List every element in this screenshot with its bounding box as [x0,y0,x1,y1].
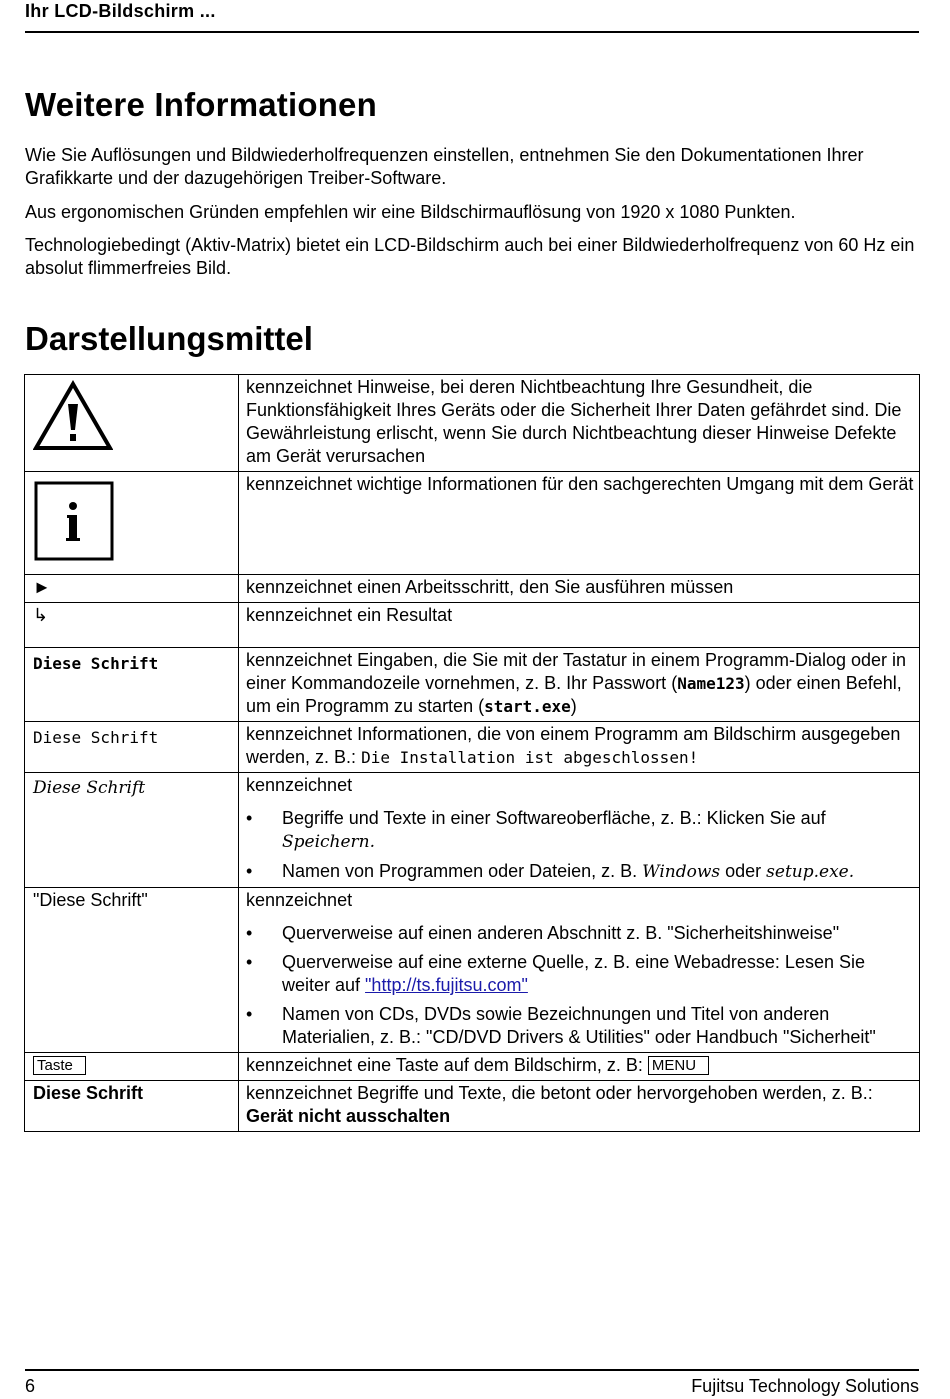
heading-weitere-informationen: Weitere Informationen [25,86,377,123]
table-row-italic [25,773,920,888]
key-sample: Taste [33,1056,86,1075]
result-description: kennzeichnet ein Resultat [239,603,920,648]
footer-company: Fujitsu Technology Solutions [691,1376,919,1396]
list-item: • Querverweise auf eine externe Quelle, z. B. eine Webadresse: Lesen Sie weiter auf "http://ts.fujitsu.com" [246,952,865,995]
code-name123: Name123 [677,674,745,693]
code-start-exe: start.exe [484,697,571,716]
paragraph-technologie: Technologiebedingt (Aktiv-Matrix) bietet ein LCD-Bildschirm auch bei einer Bildwiederholfrequenz von 60 Hz ein absolut flimmerfreies Bild. [25,235,915,278]
bold-description: kennzeichnet Begriffe und Texte, die betont oder hervorgehoben werden, z. B.: Gerät nicht ausschalten [239,1081,920,1132]
table-row-key [25,1053,920,1081]
quote-description: kennzeichnet • Querverweise auf einen anderen Abschnitt z. B. "Sicherheitshinweise" • Querverweise auf eine externe Quelle, z. B. eine Webadresse: Lesen Sie weiter auf "http://ts.fujitsu.com" • Namen von CDs, DVDs sowie Bezeichnungen und Titel von anderen Materialien, z. B.: "CD/DVD Drivers & Utilities" oder Handbuch "Sicherheit" [239,888,920,1053]
fujitsu-link[interactable]: "http://ts.fujitsu.com" [365,975,528,995]
code-installation-message: Die Installation ist abgeschlossen! [361,748,699,767]
paragraph-aufloesung: Wie Sie Auflösungen und Bildwiederholfrequenzen einstellen, entnehmen Sie den Dokumentationen Ihrer Grafikkarte und der dazugehörigen Treiber-Software. [25,145,864,188]
table-row-output [25,722,920,773]
output-font-sample: Diese Schrift [33,728,159,747]
key-description: kennzeichnet eine Taste auf dem Bildschirm, z. B: MENU [239,1053,920,1081]
heading-darstellungsmittel: Darstellungsmittel [25,320,313,357]
step-description: kennzeichnet einen Arbeitsschritt, den Sie ausführen müssen [239,575,920,603]
table-row-step [25,575,920,603]
italic-description: kennzeichnet • Begriffe und Texte in einer Softwareoberfläche, z. B.: Klicken Sie auf Speichern. • Namen von Programmen oder Dateien, z. B. Windows oder setup.exe. [239,773,920,888]
page-number: 6 [25,1376,36,1396]
running-header [25,0,919,33]
output-description: kennzeichnet Informationen, die von einem Programm am Bildschirm ausgegeben werden, z. B.: Die Installation ist abgeschlossen! [239,722,920,773]
step-arrow-icon: ► [33,577,51,597]
italic-font-sample: Diese Schrift [33,778,146,798]
input-description: kennzeichnet Eingaben, die Sie mit der Tastatur in einem Programm-Dialog oder in einer Kommandozeile vornehmen, z. B. Ihr Passwort (Name123) oder einen Befehl, um ein Programm zu starten (start.exe) [239,648,920,722]
paragraph-ergonomie: Aus ergonomischen Gründen empfehlen wir eine Bildschirmauflösung von 1920 x 1080 Punkten. [25,202,796,222]
footer-rule [25,1369,919,1371]
table-row-quote [25,888,920,1053]
running-header-title: Ihr LCD-Bildschirm ... [25,1,216,21]
table-row-info [25,472,920,575]
list-item: • Namen von CDs, DVDs sowie Bezeichnungen und Titel von anderen Materialien, z. B.: "CD/DVD Drivers & Utilities" oder Handbuch "Sicherheit" [246,1004,876,1047]
table-row-result [25,603,920,648]
list-item: • Begriffe und Texte in einer Softwareoberfläche, z. B.: Klicken Sie auf Speichern. [246,808,826,852]
table-row-warning [25,375,920,472]
table-row-bold [25,1081,920,1132]
info-box-icon [34,481,114,561]
warning-triangle-icon [33,380,113,452]
result-arrow-icon: ↳ [33,605,49,625]
warning-description: kennzeichnet Hinweise, bei deren Nichtbeachtung Ihre Gesundheit, die Funktionsfähigkeit Ihres Geräts oder die Sicherheit Ihrer Daten gefährdet sind. Die Gewährleistung erlischt, wenn Sie durch Nichtbeachtung dieser Hinweise Defekte am Gerät verursachen [239,375,920,472]
bold-example: Gerät nicht ausschalten [246,1106,451,1126]
info-description: kennzeichnet wichtige Informationen für den sachgerechten Umgang mit dem Gerät [239,472,920,575]
conventions-table [24,374,920,1132]
menu-key: MENU [648,1056,709,1075]
list-item: • Namen von Programmen oder Dateien, z. B. Windows oder setup.exe. [246,861,855,882]
input-font-sample: Diese Schrift [33,654,159,673]
list-item: • Querverweise auf einen anderen Abschnitt z. B. "Sicherheitshinweise" [246,923,840,943]
bold-font-sample: Diese Schrift [33,1083,144,1103]
table-row-input [25,648,920,722]
quote-font-sample: "Diese Schrift" [33,890,148,910]
